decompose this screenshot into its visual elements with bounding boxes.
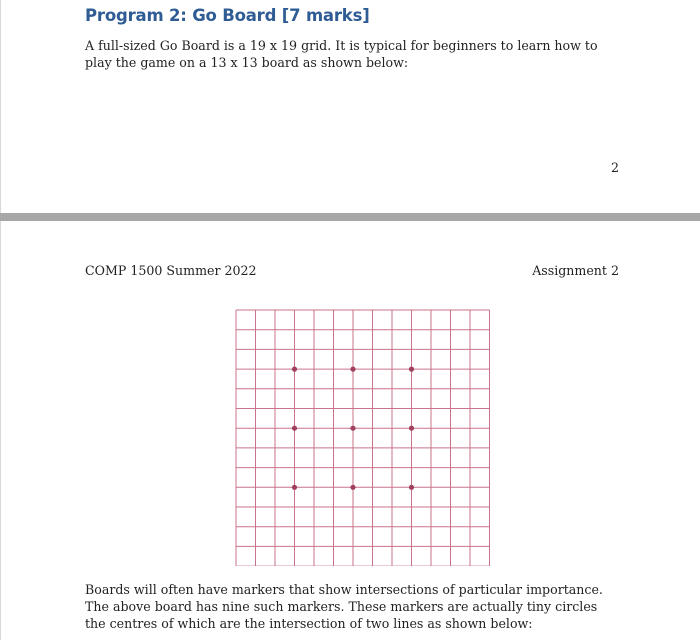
board-marker — [409, 426, 414, 431]
go-board-figure — [234, 308, 490, 566]
section-heading: Program 2: Go Board [7 marks] — [85, 6, 370, 25]
assignment-header: Assignment 2 — [532, 263, 619, 278]
board-marker — [409, 485, 414, 490]
board-marker — [292, 426, 297, 431]
document-page-top — [0, 0, 700, 213]
board-marker — [350, 367, 355, 372]
document-page-bottom — [0, 221, 700, 640]
course-header: COMP 1500 Summer 2022 — [85, 263, 257, 278]
board-marker — [292, 485, 297, 490]
board-marker — [292, 367, 297, 372]
board-marker — [409, 367, 414, 372]
markers-paragraph: Boards will often have markers that show intersections of particular importance. The above board has nine such markers. These markers are actually tiny circles the centres of which are the intersection of two lines as shown below: — [85, 582, 603, 631]
page-number: 2 — [610, 160, 619, 175]
board-marker — [350, 426, 355, 431]
page-break-divider — [0, 213, 700, 221]
board-marker — [350, 485, 355, 490]
intro-paragraph: A full-sized Go Board is a 19 x 19 grid. It is typical for beginners to learn how to play the game on a 13 x 13 board as shown below: — [85, 38, 598, 70]
